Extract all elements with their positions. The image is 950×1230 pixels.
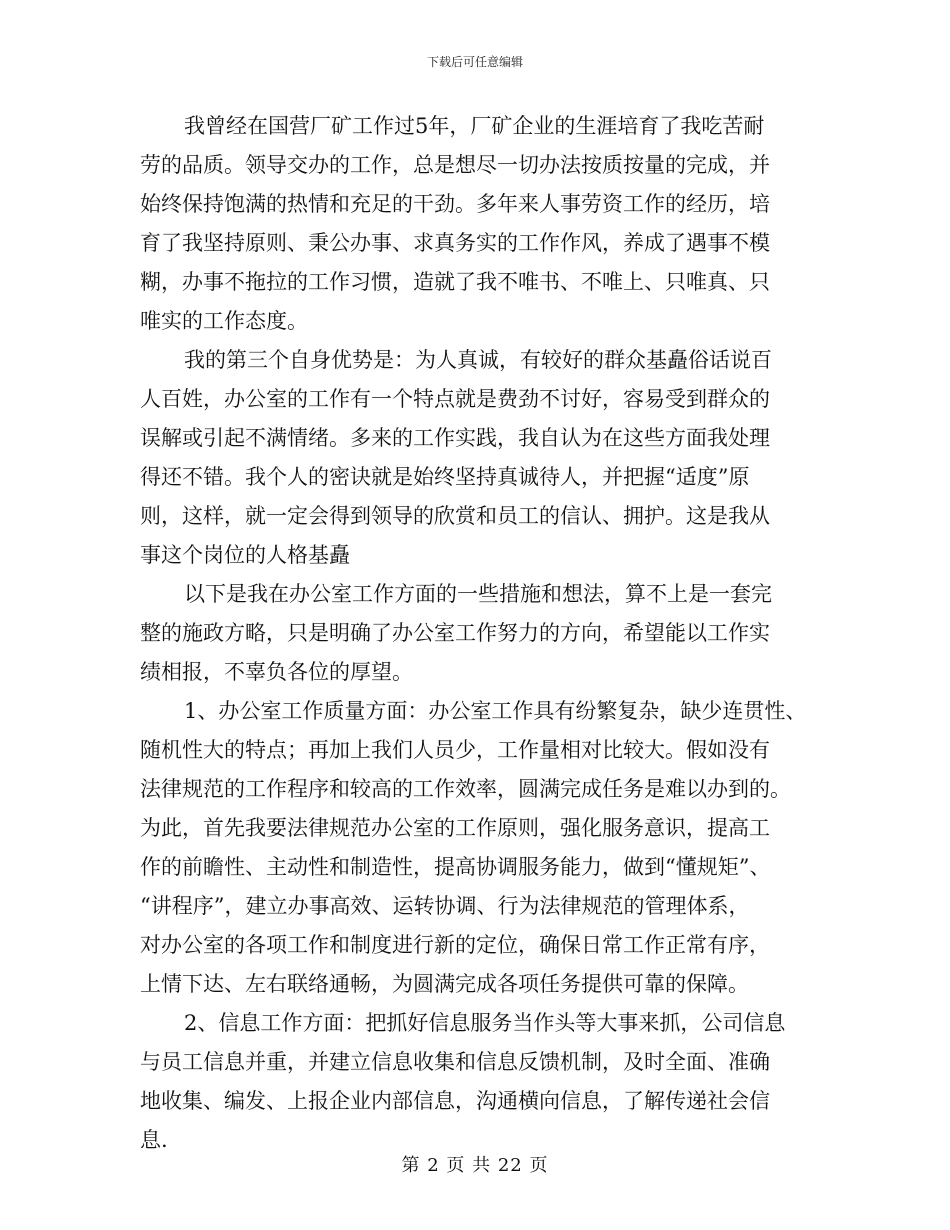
- body-line: 糊，办事不拖拉的工作习惯，造就了我不唯书、不唯上、只唯真、只: [140, 270, 770, 294]
- body-line: 作的前瞻性、主动性和制造性，提高协调服务能力，做到“懂规矩”、: [140, 855, 771, 879]
- body-line: 整的施政方略，只是明确了办公室工作努力的方向，希望能以工作实: [140, 621, 770, 645]
- document-body: [140, 111, 830, 1164]
- body-line: 育了我坚持原则、秉公办事、求真务实的工作作风，养成了遇事不模: [140, 231, 770, 255]
- body-line: 则，这样，就一定会得到领导的欣赏和员工的信认、拥护。这是我从: [140, 504, 770, 528]
- body-line: 1、办公室工作质量方面：办公室工作具有纷繁复杂，缺少连贯性、: [184, 699, 807, 723]
- body-line: 地收集、编发、上报企业内部信息，沟通横向信息，了解传递社会信: [140, 1089, 770, 1113]
- page-footer: 第 2 页 共 22 页: [401, 1155, 549, 1176]
- body-line: 我曾经在国营厂矿工作过5年，厂矿企业的生涯培育了我吃苦耐: [184, 114, 765, 138]
- body-line: 息.: [140, 1128, 168, 1152]
- body-line: 得还不错。我个人的密诀就是始终坚持真诚待人，并把握“适度”原: [140, 465, 750, 489]
- body-line: 以下是我在办公室工作方面的一些措施和想法，算不上是一套完: [184, 582, 772, 606]
- page-header: 下载后可任意编辑: [426, 55, 523, 69]
- body-line: 与员工信息并重，并建立信息收集和信息反馈机制，及时全面、准确: [140, 1050, 770, 1074]
- body-line: “讲程序”，建立办事高效、运转协调、行为法律规范的管理体系，: [140, 894, 750, 918]
- body-line: 法律规范的工作程序和较高的工作效率，圆满完成任务是难以办到的。: [140, 777, 791, 801]
- body-line: 人百姓，办公室的工作有一个特点就是费劲不讨好，容易受到群众的: [140, 387, 770, 411]
- body-line: 为此，首先我要法律规范办公室的工作原则，强化服务意识，提高工: [140, 816, 770, 840]
- body-line: 我的第三个自身优势是：为人真诚，有较好的群众基矗俗话说百: [184, 348, 772, 372]
- body-line: 误解或引起不满情绪。多来的工作实践，我自认为在这些方面我处理: [140, 426, 770, 450]
- body-line: 绩相报，不辜负各位的厚望。: [140, 660, 413, 684]
- body-line: 随机性大的特点；再加上我们人员少，工作量相对比较大。假如没有: [140, 738, 770, 762]
- body-line: 始终保持饱满的热情和充足的干劲。多年来人事劳资工作的经历，培: [140, 192, 770, 216]
- body-line: 上情下达、左右联络通畅，为圆满完成各项任务提供可靠的保障。: [140, 972, 749, 996]
- body-line: 唯实的工作态度。: [140, 309, 308, 333]
- body-line: 劳的品质。领导交办的工作，总是想尽一切办法按质按量的完成，并: [140, 153, 770, 177]
- body-line: 对办公室的各项工作和制度进行新的定位，确保日常工作正常有序，: [140, 933, 770, 957]
- body-line: 事这个岗位的人格基矗: [140, 543, 350, 567]
- body-line: 2、信息工作方面：把抓好信息服务当作头等大事来抓，公司信息: [184, 1011, 786, 1035]
